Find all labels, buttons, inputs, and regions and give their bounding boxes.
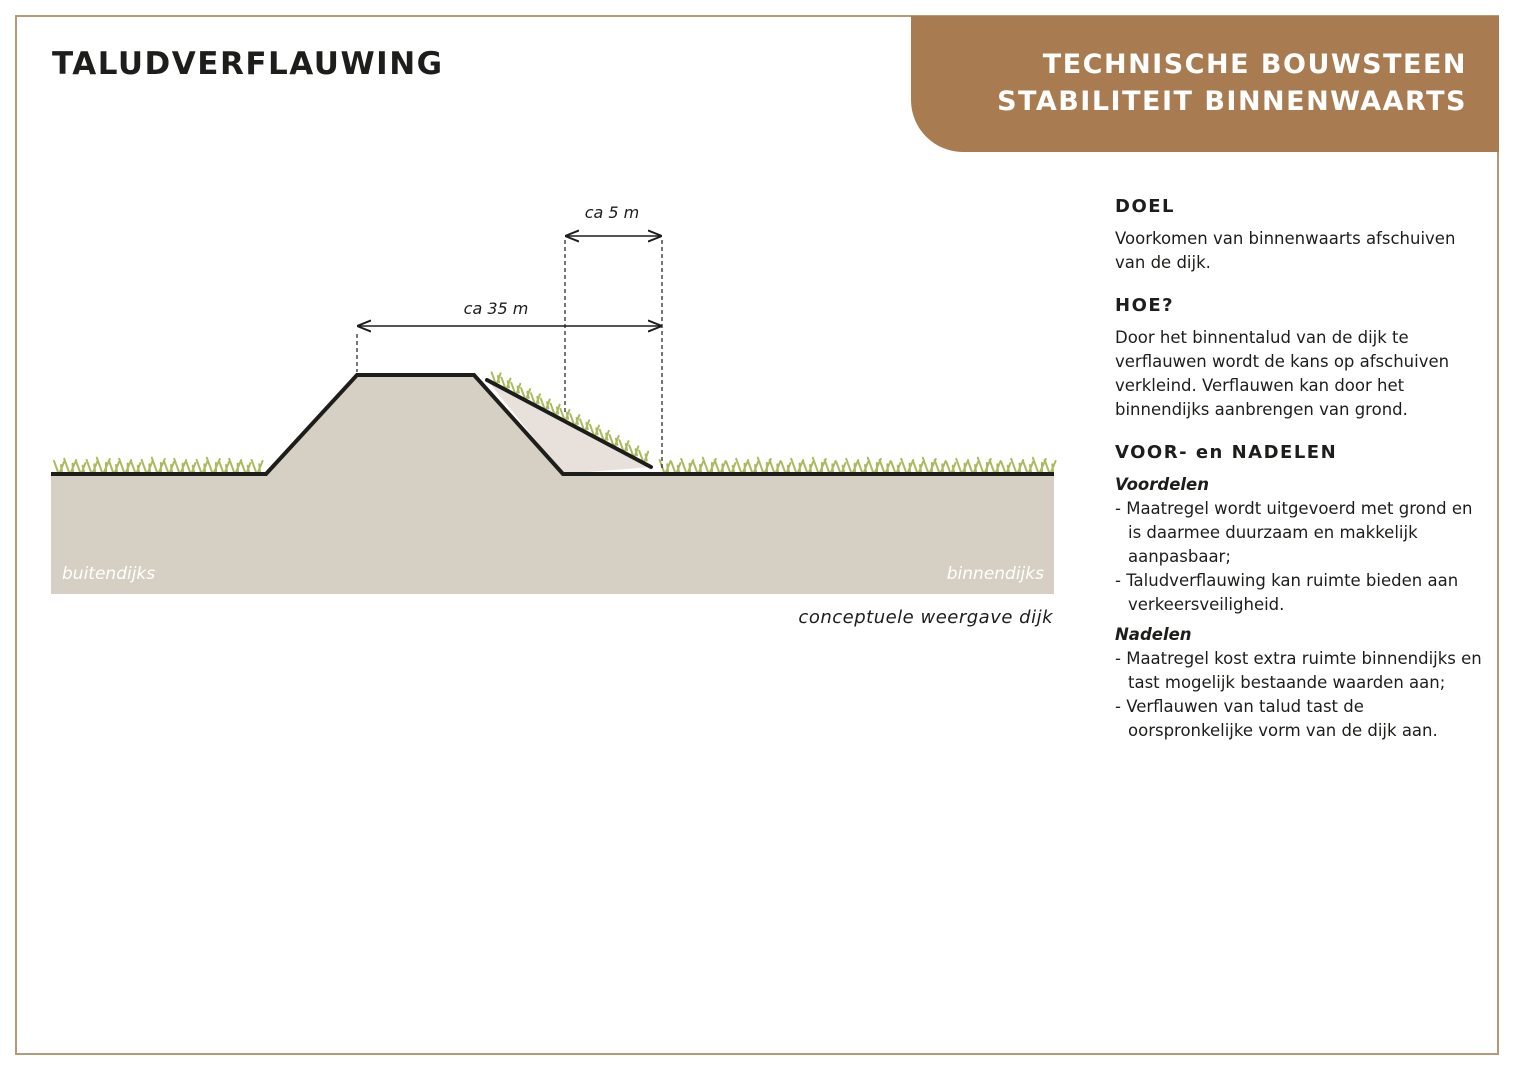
grass-tuft [152, 458, 165, 472]
grass-tuft [551, 404, 560, 414]
grass-tuft [639, 451, 648, 461]
grass-tuft [164, 461, 174, 472]
grass-tuft [770, 460, 781, 472]
badge-line-2: STABILITEIT BINNENWAARTS [997, 86, 1467, 117]
grass-tuft [1011, 459, 1023, 472]
grass-tuft [935, 460, 946, 472]
grass-tuft [901, 459, 913, 472]
info-panel [1115, 196, 1485, 749]
grass-tuft [131, 462, 140, 472]
grass-tuft [825, 460, 836, 472]
grass-tuft [693, 461, 703, 472]
list-item: - Maatregel kost extra ruimte binnendijks en tast mogelijk bestaande waarden aan; [1115, 647, 1485, 695]
grass-tuft [241, 462, 250, 472]
grass-tuft [174, 459, 186, 472]
label-binnendijks: binnendijks [946, 564, 1044, 584]
dim-label-large: ca 35 m [463, 299, 529, 318]
grass-tuft [521, 388, 530, 398]
grass-tuft [590, 425, 599, 435]
grass-tuft [913, 461, 923, 472]
grass-tuft [229, 459, 241, 472]
grass-tuft [186, 462, 195, 472]
grass-tuft [541, 399, 550, 409]
grass-tuft [1023, 461, 1033, 472]
grass-tuft [791, 459, 803, 472]
grass-tuft [501, 378, 510, 388]
grass-tuft [252, 460, 263, 472]
grass-tuft [64, 459, 76, 472]
dim-label-small: ca 5 m [584, 203, 640, 222]
grass-tuft [54, 461, 64, 472]
voordelen-list [1115, 497, 1485, 617]
grass-tuft [580, 419, 589, 429]
doel-heading: DOEL [1115, 196, 1176, 217]
grass-tuft [1001, 462, 1010, 472]
grass-tuft [76, 462, 85, 472]
grass-tuft [219, 461, 229, 472]
grass-tuft [87, 460, 98, 472]
voordelen-heading: Voordelen [1115, 475, 1209, 494]
voor-nadelen-heading: VOOR- en NADELEN [1115, 442, 1338, 463]
grass-tuft [629, 446, 638, 456]
grass-tuft [671, 462, 680, 472]
badge-line-1: TECHNISCHE BOUWSTEEN [1042, 49, 1467, 80]
grass-tuft [968, 461, 978, 472]
grass-tuft [990, 460, 1001, 472]
label-buitendijks: buitendijks [62, 564, 156, 584]
grass-tuft [846, 459, 858, 472]
grass-tuft [119, 459, 131, 472]
grass-tuft [858, 461, 868, 472]
grass-tuft [803, 461, 813, 472]
grass-tuft [715, 460, 726, 472]
grass-tuft [1045, 460, 1056, 472]
list-item: - Verflauwen van talud tast de oorspronkelijke vorm van de dijk aan. [1115, 695, 1485, 743]
grass-tuft [570, 414, 579, 424]
grass-tuft [109, 461, 119, 472]
list-item: - Taludverflauwing kan ruimte bieden aan verkeersveiligheid. [1115, 569, 1485, 617]
grass-tuft [891, 462, 900, 472]
grass-tuft [600, 430, 609, 440]
grass-tuft [531, 393, 540, 403]
grass-tuft [726, 462, 735, 472]
grass-tuft [660, 460, 671, 472]
grass-tuft [197, 460, 208, 472]
hoe-heading: HOE? [1115, 295, 1175, 316]
grass-tuft [511, 383, 520, 393]
list-item: - Maatregel wordt uitgevoerd met grond en is daarmee duurzaam en makkelijk aanpasbaar; [1115, 497, 1485, 569]
grass-tuft [681, 459, 693, 472]
grass-tuft [610, 435, 619, 445]
grass-tuft [620, 440, 629, 450]
grass-tuft [207, 458, 220, 472]
grass-tuft [736, 459, 748, 472]
grass-tuft [97, 458, 110, 472]
nadelen-heading: Nadelen [1115, 625, 1192, 644]
grass-tuft [492, 372, 501, 382]
grass-tuft [781, 462, 790, 472]
page-title: TALUDVERFLAUWING [52, 46, 444, 82]
grass-tuft [956, 459, 968, 472]
hoe-text: Door het binnentalud van de dijk te verflauwen wordt de kans op afschuiven verkleind. Verflauwen kan door het binnendijks aanbrengen van grond. [1115, 328, 1450, 419]
grass-tuft [748, 461, 758, 472]
grass-tuft [880, 460, 891, 472]
grass-tuft [946, 462, 955, 472]
doel-text: Voorkomen van binnenwaarts afschuiven van de dijk. [1115, 229, 1456, 272]
grass-tuft [836, 462, 845, 472]
nadelen-list [1115, 647, 1485, 743]
grass-tuft [142, 460, 153, 472]
diagram-caption: conceptuele weergave dijk [798, 607, 1053, 628]
